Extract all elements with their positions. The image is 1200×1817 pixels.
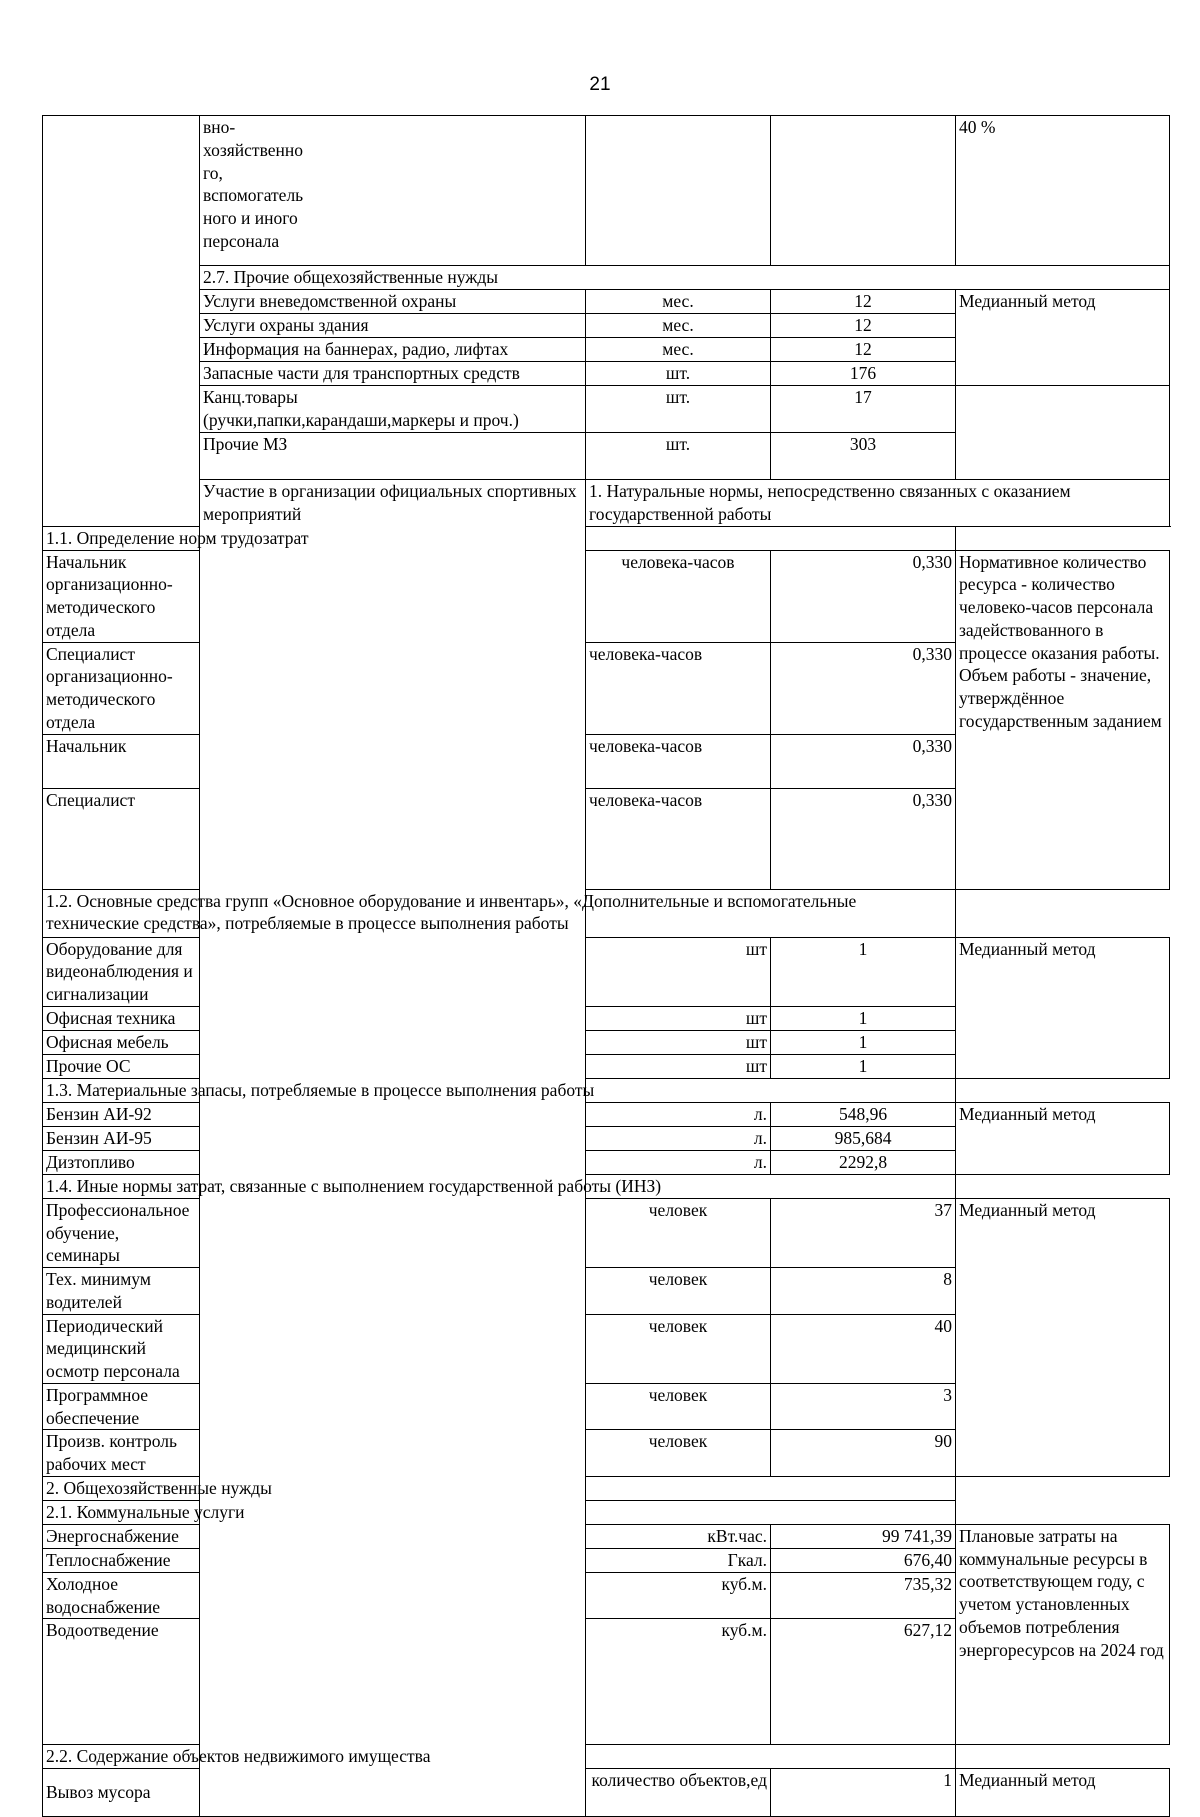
item-name: Холодное водоснабжение bbox=[43, 1572, 200, 1619]
item-unit: человека-часов bbox=[586, 642, 771, 734]
item-unit: человека-часов bbox=[586, 550, 771, 642]
item-name: Начальник организационно-методического отдела bbox=[43, 550, 200, 642]
item-unit: л. bbox=[586, 1126, 771, 1150]
method-2-7: Медианный метод bbox=[956, 290, 1170, 386]
item-value: 548,96 bbox=[771, 1102, 956, 1126]
section-header-1-2: 1.2. Основные средства групп «Основное оборудование и инвентарь», «Дополнительные и вспомогательные технические средства», потребляемые в процессе выполнения работы bbox=[43, 889, 956, 937]
item-value: 99 741,39 bbox=[771, 1524, 956, 1548]
item-value: 0,330 bbox=[771, 788, 956, 889]
item-value: 2292,8 bbox=[771, 1150, 956, 1174]
table-row bbox=[43, 386, 1170, 433]
item-unit: человек bbox=[586, 1198, 771, 1267]
item-name: Начальник bbox=[43, 734, 200, 788]
item-name: Прочие МЗ bbox=[200, 433, 586, 480]
item-value: 1 bbox=[771, 1769, 956, 1817]
item-unit: шт. bbox=[586, 362, 771, 386]
item-name: Запасные части для транспортных средств bbox=[200, 362, 586, 386]
item-name: Прочие ОС bbox=[43, 1054, 200, 1078]
item-value: 17 bbox=[771, 386, 956, 433]
item-value: 0,330 bbox=[771, 550, 956, 642]
item-unit: мес. bbox=[586, 314, 771, 338]
method-empty bbox=[956, 386, 1170, 480]
section-header-2-2: 2.2. Содержание объектов недвижимого имущества bbox=[43, 1745, 956, 1769]
item-unit: куб.м. bbox=[586, 1572, 771, 1619]
item-value: 1 bbox=[771, 1054, 956, 1078]
section-header-1-1: 1.1. Определение норм трудозатрат bbox=[43, 526, 956, 550]
section-header-row bbox=[43, 480, 1170, 527]
section-header-row bbox=[43, 266, 1170, 290]
table-row bbox=[43, 116, 1170, 266]
item-unit: человек bbox=[586, 1314, 771, 1383]
item-name: Вывоз мусора bbox=[43, 1769, 200, 1817]
item-value: 985,684 bbox=[771, 1126, 956, 1150]
item-name: Оборудование для видеонаблюдения и сигнализации bbox=[43, 937, 200, 1006]
item-unit: шт bbox=[586, 1030, 771, 1054]
item-unit: человек bbox=[586, 1430, 771, 1477]
item-name: Программное обеспечение bbox=[43, 1383, 200, 1430]
item-value: 12 bbox=[771, 290, 956, 314]
item-name: Канц.товары (ручки,папки,карандаши,маркеры и проч.) bbox=[200, 386, 586, 433]
item-unit: мес. bbox=[586, 290, 771, 314]
item-value: 1 bbox=[771, 1030, 956, 1054]
item-name: Бензин АИ-92 bbox=[43, 1102, 200, 1126]
item-value: 0,330 bbox=[771, 642, 956, 734]
item-name: Периодический медицинский осмотр персонала bbox=[43, 1314, 200, 1383]
item-value: 37 bbox=[771, 1198, 956, 1267]
item-name: Тех. минимум водителей bbox=[43, 1268, 200, 1315]
item-value: 8 bbox=[771, 1268, 956, 1315]
item-name: Водоотведение bbox=[43, 1619, 200, 1745]
item-name: Энергоснабжение bbox=[43, 1524, 200, 1548]
item-unit: кВт.час. bbox=[586, 1524, 771, 1548]
section-header-2-1: 2.1. Коммунальные услуги bbox=[43, 1500, 956, 1524]
item-value: 40 bbox=[771, 1314, 956, 1383]
item-name: Офисная мебель bbox=[43, 1030, 200, 1054]
item-value: 1 bbox=[771, 1006, 956, 1030]
method-2-1: Плановые затраты на коммунальные ресурсы в соответствующем году, с учетом установленных объемов потребления энергоресурсов на 2024 год bbox=[956, 1524, 1170, 1745]
value-cell bbox=[771, 116, 956, 266]
section-header-2-7: 2.7. Прочие общехозяйственные нужды bbox=[200, 266, 1170, 290]
staff-cell: вно- хозяйственно го, вспомогатель ного и иного персонала bbox=[200, 116, 586, 266]
section-header-1-3: 1.3. Материальные запасы, потребляемые в процессе выполнения работы bbox=[43, 1078, 956, 1102]
item-unit: человека-часов bbox=[586, 734, 771, 788]
item-value: 0,330 bbox=[771, 734, 956, 788]
item-name: Специалист bbox=[43, 788, 200, 889]
item-name: Информация на баннерах, радио, лифтах bbox=[200, 338, 586, 362]
item-value: 12 bbox=[771, 314, 956, 338]
norms-table bbox=[42, 115, 1170, 1817]
activity-cell-previous bbox=[43, 116, 200, 527]
section-header-1-4: 1.4. Иные нормы затрат, связанные с выполнением государственной работы (ИНЗ) bbox=[43, 1174, 956, 1198]
item-unit: куб.м. bbox=[586, 1619, 771, 1745]
method-1-3: Медианный метод bbox=[956, 1102, 1170, 1174]
item-name: Услуги охраны здания bbox=[200, 314, 586, 338]
item-unit: л. bbox=[586, 1102, 771, 1126]
item-value: 3 bbox=[771, 1383, 956, 1430]
item-name: Бензин АИ-95 bbox=[43, 1126, 200, 1150]
item-name: Дизтопливо bbox=[43, 1150, 200, 1174]
item-unit: шт bbox=[586, 1006, 771, 1030]
section-header-row bbox=[43, 1078, 1170, 1102]
item-name: Офисная техника bbox=[43, 1006, 200, 1030]
section-header-row bbox=[43, 889, 1170, 937]
item-unit: мес. bbox=[586, 338, 771, 362]
item-unit: шт bbox=[586, 1054, 771, 1078]
section-header-2: 2. Общехозяйственные нужды bbox=[43, 1476, 956, 1500]
item-unit: человек bbox=[586, 1268, 771, 1315]
item-unit: количество объектов,ед bbox=[586, 1769, 771, 1817]
table-row bbox=[43, 290, 1170, 314]
item-unit: шт. bbox=[586, 433, 771, 480]
method-cell: 40 % bbox=[956, 116, 1170, 266]
unit-cell bbox=[586, 116, 771, 266]
item-unit: шт. bbox=[586, 386, 771, 433]
section-header-row bbox=[43, 1174, 1170, 1198]
item-unit: Гкал. bbox=[586, 1548, 771, 1572]
item-value: 12 bbox=[771, 338, 956, 362]
item-name: Произв. контроль рабочих мест bbox=[43, 1430, 200, 1477]
item-value: 90 bbox=[771, 1430, 956, 1477]
page-number: 21 bbox=[589, 74, 611, 95]
method-1-1: Нормативное количество ресурса - количество человеко-часов персонала задействованного в процессе оказания работы. Объем работы - значение, утверждённое государственным заданием bbox=[956, 550, 1170, 889]
section-header-row bbox=[43, 1745, 1170, 1769]
item-value: 676,40 bbox=[771, 1548, 956, 1572]
method-2-2: Медианный метод bbox=[956, 1769, 1170, 1817]
item-value: 1 bbox=[771, 937, 956, 1006]
item-name: Теплоснабжение bbox=[43, 1548, 200, 1572]
item-unit: человека-часов bbox=[586, 788, 771, 889]
item-value: 176 bbox=[771, 362, 956, 386]
activity-cell: Участие в организации официальных спортивных мероприятий bbox=[200, 480, 586, 1817]
method-1-2: Медианный метод bbox=[956, 937, 1170, 1078]
section-header-row bbox=[43, 1476, 1170, 1500]
section-header-1: 1. Натуральные нормы, непосредственно связанных с оказанием государственной работы bbox=[586, 480, 1170, 527]
section-header-row bbox=[43, 1500, 1170, 1524]
item-name: Услуги вневедомственной охраны bbox=[200, 290, 586, 314]
item-unit: шт bbox=[586, 937, 771, 1006]
item-value: 735,32 bbox=[771, 1572, 956, 1619]
item-name: Профессиональное обучение, семинары bbox=[43, 1198, 200, 1267]
method-1-4: Медианный метод bbox=[956, 1198, 1170, 1476]
section-header-row bbox=[43, 526, 1170, 550]
item-value: 627,12 bbox=[771, 1619, 956, 1745]
item-unit: л. bbox=[586, 1150, 771, 1174]
item-unit: человек bbox=[586, 1383, 771, 1430]
item-value: 303 bbox=[771, 433, 956, 480]
item-name: Специалист организационно-методического отдела bbox=[43, 642, 200, 734]
